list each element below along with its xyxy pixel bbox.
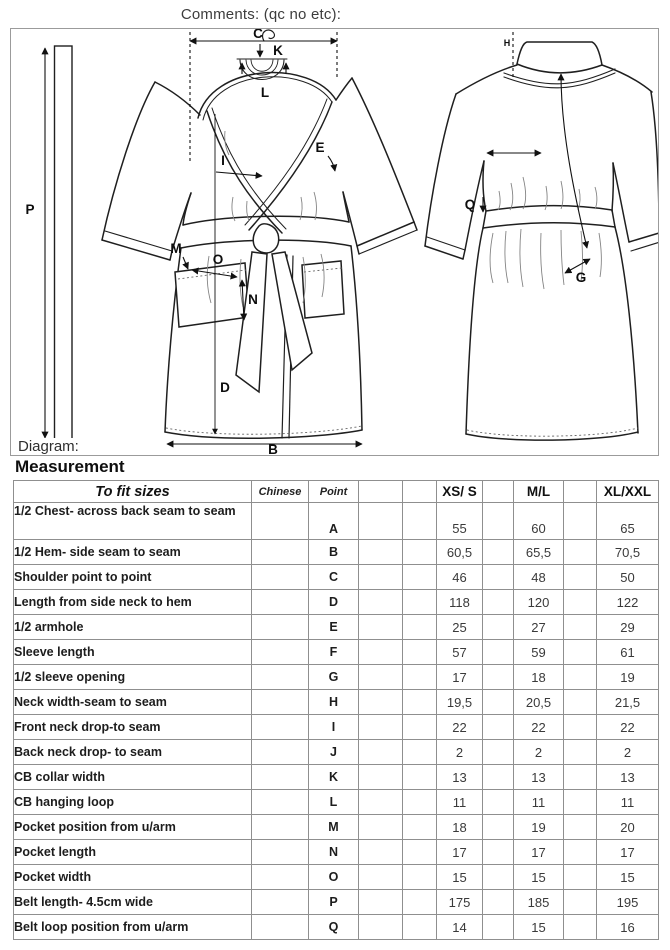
robe-technical-drawing bbox=[11, 29, 658, 455]
xs-s-value-cell: 46 bbox=[437, 565, 483, 590]
spacer-cell bbox=[564, 740, 597, 765]
chinese-cell bbox=[252, 665, 309, 690]
header-size-m-l: M/L bbox=[514, 481, 564, 503]
measurement-table bbox=[13, 480, 659, 940]
label-g-sleeve-opening: G bbox=[575, 270, 587, 285]
xs-s-value-cell: 13 bbox=[437, 765, 483, 790]
xl-xxl-value-cell: 13 bbox=[597, 765, 659, 790]
header-spacer bbox=[403, 481, 437, 503]
m-l-value-cell: 48 bbox=[514, 565, 564, 590]
spacer-cell bbox=[403, 540, 437, 565]
m-l-value-cell: 185 bbox=[514, 890, 564, 915]
spacer-cell bbox=[564, 640, 597, 665]
xl-xxl-value-cell: 11 bbox=[597, 790, 659, 815]
header-spacer bbox=[359, 481, 403, 503]
measure-label: 1/2 Chest- across back seam to seam bbox=[14, 503, 252, 540]
chinese-cell bbox=[252, 890, 309, 915]
m-l-value-cell: 65,5 bbox=[514, 540, 564, 565]
xl-xxl-value-cell: 2 bbox=[597, 740, 659, 765]
measurement-rows bbox=[14, 503, 659, 940]
point-cell: O bbox=[309, 865, 359, 890]
spacer-cell bbox=[359, 590, 403, 615]
spacer-cell bbox=[403, 915, 437, 940]
xs-s-value-cell: 19,5 bbox=[437, 690, 483, 715]
measure-label: Back neck drop- to seam bbox=[14, 740, 252, 765]
table-row bbox=[14, 840, 659, 865]
point-cell: N bbox=[309, 840, 359, 865]
label-c-shoulder-width: C bbox=[253, 29, 263, 41]
spacer-cell bbox=[564, 915, 597, 940]
spacer-cell bbox=[403, 690, 437, 715]
spacer-cell bbox=[564, 765, 597, 790]
point-cell: E bbox=[309, 615, 359, 640]
diagram-caption: Diagram: bbox=[18, 438, 79, 455]
chinese-cell bbox=[252, 740, 309, 765]
spacer-cell bbox=[564, 565, 597, 590]
measure-label: 1/2 Hem- side seam to seam bbox=[14, 540, 252, 565]
chinese-cell bbox=[252, 840, 309, 865]
comments-label: Comments: (qc no etc): bbox=[180, 6, 342, 23]
spacer-cell bbox=[564, 790, 597, 815]
label-h-neck-width: H bbox=[503, 38, 511, 48]
measurement-title: Measurement bbox=[15, 457, 125, 476]
xs-s-value-cell: 18 bbox=[437, 815, 483, 840]
spacer-cell bbox=[359, 690, 403, 715]
spacer-cell bbox=[483, 590, 514, 615]
label-e-armhole: E bbox=[315, 140, 325, 155]
spacer-cell bbox=[403, 865, 437, 890]
m-l-value-cell: 27 bbox=[514, 615, 564, 640]
xs-s-value-cell: 14 bbox=[437, 915, 483, 940]
spacer-cell bbox=[483, 690, 514, 715]
chinese-cell bbox=[252, 615, 309, 640]
header-size-xl-xxl: XL/XXL bbox=[597, 481, 659, 503]
spacer-cell bbox=[403, 565, 437, 590]
spacer-cell bbox=[483, 503, 514, 540]
chinese-cell bbox=[252, 503, 309, 540]
m-l-value-cell: 15 bbox=[514, 915, 564, 940]
table-row bbox=[14, 565, 659, 590]
point-cell: K bbox=[309, 765, 359, 790]
m-l-value-cell: 15 bbox=[514, 865, 564, 890]
spacer-cell bbox=[483, 615, 514, 640]
xl-xxl-value-cell: 20 bbox=[597, 815, 659, 840]
spacer-cell bbox=[564, 590, 597, 615]
chinese-cell bbox=[252, 565, 309, 590]
label-q-belt-loop-position: Q bbox=[464, 197, 476, 212]
xs-s-value-cell: 57 bbox=[437, 640, 483, 665]
xs-s-value-cell: 2 bbox=[437, 740, 483, 765]
spacer-cell bbox=[359, 840, 403, 865]
spacer-cell bbox=[359, 715, 403, 740]
m-l-value-cell: 19 bbox=[514, 815, 564, 840]
spacer-cell bbox=[403, 815, 437, 840]
table-header-row bbox=[14, 481, 659, 503]
xl-xxl-value-cell: 70,5 bbox=[597, 540, 659, 565]
spacer-cell bbox=[403, 615, 437, 640]
point-cell: M bbox=[309, 815, 359, 840]
measure-label: Pocket width bbox=[14, 865, 252, 890]
xs-s-value-cell: 60,5 bbox=[437, 540, 483, 565]
measure-label: Neck width-seam to seam bbox=[14, 690, 252, 715]
measure-label: Pocket position from u/arm bbox=[14, 815, 252, 840]
xl-xxl-value-cell: 65 bbox=[597, 503, 659, 540]
back-stitch-lines bbox=[467, 428, 638, 436]
table-row bbox=[14, 503, 659, 540]
measure-label: CB hanging loop bbox=[14, 790, 252, 815]
spacer-cell bbox=[359, 615, 403, 640]
xl-xxl-value-cell: 61 bbox=[597, 640, 659, 665]
spacer-cell bbox=[564, 715, 597, 740]
m-l-value-cell: 18 bbox=[514, 665, 564, 690]
spacer-cell bbox=[403, 790, 437, 815]
chinese-cell bbox=[252, 640, 309, 665]
spacer-cell bbox=[483, 640, 514, 665]
point-cell: A bbox=[309, 503, 359, 540]
xs-s-value-cell: 175 bbox=[437, 890, 483, 915]
spacer-cell bbox=[359, 640, 403, 665]
measure-label: 1/2 armhole bbox=[14, 615, 252, 640]
label-p-belt-length: P bbox=[25, 202, 35, 217]
table-row bbox=[14, 740, 659, 765]
table-row bbox=[14, 540, 659, 565]
spacer-cell bbox=[359, 790, 403, 815]
m-l-value-cell: 17 bbox=[514, 840, 564, 865]
spacer-cell bbox=[359, 503, 403, 540]
table-row bbox=[14, 590, 659, 615]
spacer-cell bbox=[564, 690, 597, 715]
spacer-cell bbox=[403, 665, 437, 690]
xl-xxl-value-cell: 21,5 bbox=[597, 690, 659, 715]
header-chinese: Chinese bbox=[252, 481, 309, 503]
table-row bbox=[14, 915, 659, 940]
spacer-cell bbox=[483, 815, 514, 840]
spacer-cell bbox=[483, 915, 514, 940]
chinese-cell bbox=[252, 765, 309, 790]
spacer-cell bbox=[483, 665, 514, 690]
xl-xxl-value-cell: 29 bbox=[597, 615, 659, 640]
header-size-xs-s: XS/ S bbox=[437, 481, 483, 503]
header-spacer bbox=[483, 481, 514, 503]
measure-label: CB collar width bbox=[14, 765, 252, 790]
chinese-cell bbox=[252, 865, 309, 890]
chinese-cell bbox=[252, 715, 309, 740]
spacer-cell bbox=[359, 565, 403, 590]
point-cell: Q bbox=[309, 915, 359, 940]
xs-s-value-cell: 17 bbox=[437, 665, 483, 690]
measure-label: Shoulder point to point bbox=[14, 565, 252, 590]
point-cell: L bbox=[309, 790, 359, 815]
measure-label: 1/2 sleeve opening bbox=[14, 665, 252, 690]
label-d-length: D bbox=[220, 380, 230, 395]
spacer-cell bbox=[359, 740, 403, 765]
spacer-cell bbox=[564, 815, 597, 840]
measure-label: Length from side neck to hem bbox=[14, 590, 252, 615]
xs-s-value-cell: 15 bbox=[437, 865, 483, 890]
measure-label: Belt loop position from u/arm bbox=[14, 915, 252, 940]
table-row bbox=[14, 665, 659, 690]
label-l-hanging-loop: L bbox=[260, 85, 270, 100]
table-row bbox=[14, 865, 659, 890]
xl-xxl-value-cell: 50 bbox=[597, 565, 659, 590]
table-row bbox=[14, 615, 659, 640]
spacer-cell bbox=[359, 540, 403, 565]
diagram-box bbox=[10, 28, 659, 456]
table-row bbox=[14, 690, 659, 715]
chinese-cell bbox=[252, 815, 309, 840]
spacer-cell bbox=[359, 765, 403, 790]
xl-xxl-value-cell: 19 bbox=[597, 665, 659, 690]
m-l-value-cell: 59 bbox=[514, 640, 564, 665]
table-row bbox=[14, 715, 659, 740]
chinese-cell bbox=[252, 915, 309, 940]
xl-xxl-value-cell: 16 bbox=[597, 915, 659, 940]
point-cell: H bbox=[309, 690, 359, 715]
table-row bbox=[14, 815, 659, 840]
spacer-cell bbox=[403, 715, 437, 740]
spacer-cell bbox=[564, 540, 597, 565]
spacer-cell bbox=[564, 615, 597, 640]
spacer-cell bbox=[403, 503, 437, 540]
belt-strip-drawing bbox=[55, 46, 73, 443]
spacer-cell bbox=[403, 740, 437, 765]
chinese-cell bbox=[252, 540, 309, 565]
point-cell: B bbox=[309, 540, 359, 565]
label-n-pocket-length: N bbox=[248, 292, 258, 307]
point-cell: P bbox=[309, 890, 359, 915]
label-m-pocket-position: M bbox=[170, 241, 182, 256]
header-spacer bbox=[564, 481, 597, 503]
header-to-fit-sizes: To fit sizes bbox=[14, 481, 252, 503]
xs-s-value-cell: 55 bbox=[437, 503, 483, 540]
measure-label: Sleeve length bbox=[14, 640, 252, 665]
table-row bbox=[14, 765, 659, 790]
xs-s-value-cell: 25 bbox=[437, 615, 483, 640]
spacer-cell bbox=[359, 865, 403, 890]
spacer-cell bbox=[483, 540, 514, 565]
point-cell: J bbox=[309, 740, 359, 765]
spacer-cell bbox=[483, 740, 514, 765]
front-view-drawing bbox=[102, 30, 417, 438]
label-i-front-neck-drop: I bbox=[221, 153, 225, 168]
spacer-cell bbox=[359, 915, 403, 940]
xl-xxl-value-cell: 17 bbox=[597, 840, 659, 865]
xs-s-value-cell: 118 bbox=[437, 590, 483, 615]
table-row bbox=[14, 640, 659, 665]
point-cell: I bbox=[309, 715, 359, 740]
table-row bbox=[14, 790, 659, 815]
label-b-hem: B bbox=[268, 442, 278, 455]
m-l-value-cell: 13 bbox=[514, 765, 564, 790]
xl-xxl-value-cell: 22 bbox=[597, 715, 659, 740]
spacer-cell bbox=[483, 715, 514, 740]
xs-s-value-cell: 17 bbox=[437, 840, 483, 865]
spacer-cell bbox=[564, 665, 597, 690]
point-cell: G bbox=[309, 665, 359, 690]
spacer-cell bbox=[403, 765, 437, 790]
xs-s-value-cell: 11 bbox=[437, 790, 483, 815]
chinese-cell bbox=[252, 590, 309, 615]
measure-label: Pocket length bbox=[14, 840, 252, 865]
point-cell: F bbox=[309, 640, 359, 665]
spacer-cell bbox=[483, 865, 514, 890]
xl-xxl-value-cell: 195 bbox=[597, 890, 659, 915]
spacer-cell bbox=[564, 503, 597, 540]
xl-xxl-value-cell: 15 bbox=[597, 865, 659, 890]
spacer-cell bbox=[564, 890, 597, 915]
spacer-cell bbox=[359, 665, 403, 690]
chinese-cell bbox=[252, 690, 309, 715]
m-l-value-cell: 120 bbox=[514, 590, 564, 615]
spacer-cell bbox=[483, 890, 514, 915]
spacer-cell bbox=[483, 840, 514, 865]
m-l-value-cell: 20,5 bbox=[514, 690, 564, 715]
chinese-cell bbox=[252, 790, 309, 815]
label-k-collar-width: K bbox=[273, 43, 283, 58]
xl-xxl-value-cell: 122 bbox=[597, 590, 659, 615]
table-row bbox=[14, 890, 659, 915]
spacer-cell bbox=[403, 840, 437, 865]
point-cell: D bbox=[309, 590, 359, 615]
m-l-value-cell: 60 bbox=[514, 503, 564, 540]
point-cell: C bbox=[309, 565, 359, 590]
measure-label: Front neck drop-to seam bbox=[14, 715, 252, 740]
spacer-cell bbox=[359, 890, 403, 915]
xs-s-value-cell: 22 bbox=[437, 715, 483, 740]
m-l-value-cell: 11 bbox=[514, 790, 564, 815]
spacer-cell bbox=[564, 865, 597, 890]
measure-label: Belt length- 4.5cm wide bbox=[14, 890, 252, 915]
label-o-pocket-width: O bbox=[212, 252, 224, 267]
spacer-cell bbox=[483, 565, 514, 590]
spacer-cell bbox=[564, 840, 597, 865]
spacer-cell bbox=[403, 590, 437, 615]
spacer-cell bbox=[403, 890, 437, 915]
spacer-cell bbox=[403, 640, 437, 665]
back-view-drawing bbox=[425, 42, 658, 440]
m-l-value-cell: 22 bbox=[514, 715, 564, 740]
spacer-cell bbox=[483, 765, 514, 790]
spacer-cell bbox=[359, 815, 403, 840]
header-point: Point bbox=[309, 481, 359, 503]
m-l-value-cell: 2 bbox=[514, 740, 564, 765]
spacer-cell bbox=[483, 790, 514, 815]
